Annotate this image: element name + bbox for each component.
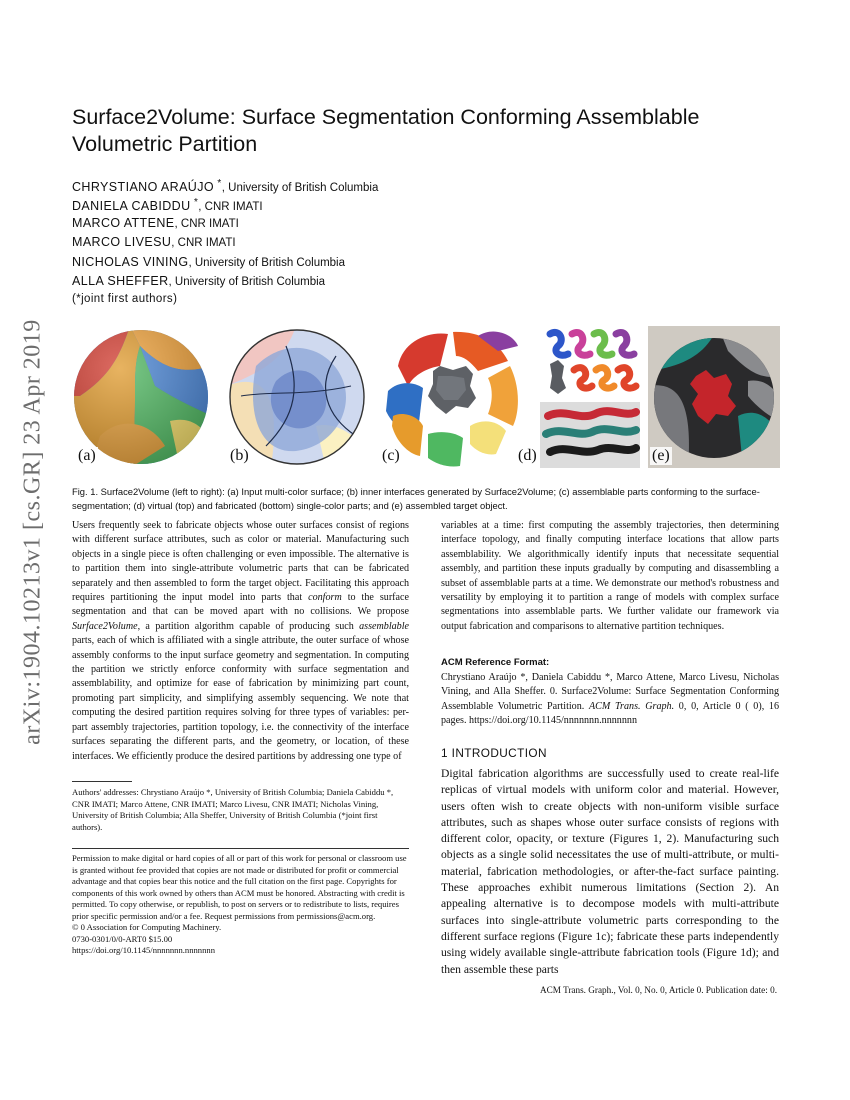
figure-1 <box>70 326 780 471</box>
figure-panel-label-e: (e) <box>652 447 670 464</box>
reference-format-body: Chrystiano Araújo *, Daniela Cabiddu *, Marco Attene, Marco Livesu, Nicholas Vining, and Alla Sheffer. 0. Surface2Volume: Surface Segmentation Conforming Assemblable Volumetric Partition. ACM Trans. Graph. 0, 0, Article 0 ( 0), 16 pages. https://doi.org/10.1145/nnnnnnn.nnnnnnn <box>441 672 779 727</box>
figure-1-caption: Fig. 1. Surface2Volume (left to right): (a) Input multi-color surface; (b) inner interfaces generated by Surface2Volume; (c) assemblable parts conforming to the surface-segmentation; (d) virtual (top) and fabricated (bottom) single-color parts; and (e) assembled target object. <box>72 486 760 511</box>
permission-rule <box>72 848 409 849</box>
arxiv-side-stamp <box>18 292 48 772</box>
author-1: CHRYSTIANO ARAÚJO *, University of British Columbia <box>72 178 379 195</box>
title-line-1: Surface2Volume: Surface Segmentation Conforming Assemblable <box>72 105 700 129</box>
figure-panel-label-c: (c) <box>382 447 400 464</box>
figure-panel-d-image <box>540 326 640 468</box>
author-5: NICHOLAS VINING, University of British Columbia <box>72 255 346 269</box>
authors-addresses: Authors' addresses: Chrystiano Araújo *, University of British Columbia; Daniela Cabiddu *, CNR IMATI; Marco Attene, CNR IMATI; Marco Livesu, CNR IMATI; Nicholas Vining, University of British Columbia; Alla Sheffer, University of British Columbia (*joint first authors). <box>72 787 394 832</box>
author-3: MARCO ATTENE, CNR IMATI <box>72 216 239 230</box>
paper-title <box>72 104 772 158</box>
reference-format-heading: ACM Reference Format: <box>441 657 550 668</box>
joint-authors-note: (*joint first authors) <box>72 293 178 305</box>
permission-notice: Permission to make digital or hard copies of all or part of this work for personal or classroom use is granted without fee provided that copies are not made or distributed for profit or commercial advantage and that copies bear this notice and the full citation on the first page. Copyrights for components of this work owned by others than ACM must be honored. Abstracting with credit is permitted. To copy otherwise, or republish, to post on servers or to redistribute to lists, requires prior specific permission and/or a fee. Request permissions from permissions@acm.org. © 0 Association for Computing Machinery. 0730-0301/0/0-ART0 $15.00 https://doi.org/10.1145/nnnnnnn.nnnnnnn <box>72 853 409 957</box>
title-line-2: Volumetric Partition <box>72 132 258 156</box>
arxiv-id: arXiv:1904.10213v1 [cs.GR] 23 Apr 2019 <box>19 319 46 745</box>
figure-panel-label-a: (a) <box>78 447 96 464</box>
figure-panel-label-d: (d) <box>518 447 537 464</box>
footnote-rule <box>72 781 132 782</box>
introduction-text: Digital fabrication algorithms are successfully used to create real-life replicas of virtual models with uniform color and material. However, users often wish to create objects with non-uniform visible surface attributes, such as shapes whose outer surface consists of regions with different color, opacity, or texture (Figures 1, 2). Manufacturing such objects as a single solid necessitates the use of multi-attribute, or multi-material, fabrication methodologies, or after-the-fact surface painting. These approaches exhibit numerous limitations (Section 2). An appealing alternative is to decompose models with multi-attribute surfaces into single-attribute volumetric parts corresponding to the different surface regions (Figure 1c); fabricate these parts independently using widely available single-attribute fabrication tools (Figure 1d); and then assemble these parts <box>441 767 779 976</box>
abstract-right: variables at a time: first computing the assembly trajectories, then determining interface topology, and finally computing interface locations that allow parts assemblability. We algorithmically identify inputs that necessitate sequential assembly, and partition these inputs gradually by computing and disassembling a subset of assemblable parts at a time. We demonstrate our method's robustness and versatility by employing it to partition a range of models with complex surface segmentations into assemblable parts. We further validate our framework via output fabrication and comparisons to alternative partition techniques. <box>441 520 779 632</box>
author-4: MARCO LIVESU, CNR IMATI <box>72 235 236 249</box>
author-2: DANIELA CABIDDU *, CNR IMATI <box>72 197 263 214</box>
issn-line: 0730-0301/0/0-ART0 $15.00 <box>72 933 173 944</box>
doi-link[interactable]: https://doi.org/10.1145/nnnnnnn.nnnnnnn <box>72 945 215 955</box>
section-heading-introduction: 1 INTRODUCTION <box>441 746 547 760</box>
abstract-left: Users frequently seek to fabricate objects whose outer surfaces consist of regions with different surface attributes, such as color or material. Manufacturing such objects in a single piece is often challenging or even impossible. The alternative is to partition them into single-attribute volumetric parts that can be fabricated separately and then assembled to form the target object. Facilitating this approach requires partitioning the input model into parts that conform to the surface segmentation and that can be moved apart with no collisions. We propose Surface2Volume, a partition algorithm capable of producing such assemblable parts, each of which is affiliated with a single attribute, the outer surface of whose assembly conforms to the input surface geometry and segmentation. In computing the partition we strictly enforce conformity with surface segmentation and assemblability, and optimize for ease of fabrication by minimizing part count, promoting part simplicity, and simplifying assembly sequencing. We note that computing the desired partition requires solving for three types of variables: per-part assembly trajectories, partition topology, i.e. the connectivity of the interface surfaces separating the different parts, and the geometry, or location, of these interfaces. We efficiently produce the desired partitions by addressing one type of <box>72 520 409 762</box>
author-6: ALLA SHEFFER, University of British Columbia <box>72 274 326 288</box>
copyright-line: © 0 Association for Computing Machinery. <box>72 922 222 932</box>
page-footer: ACM Trans. Graph., Vol. 0, No. 0, Article 0. Publication date: 0. <box>540 985 777 995</box>
figure-panel-label-b: (b) <box>230 447 249 464</box>
